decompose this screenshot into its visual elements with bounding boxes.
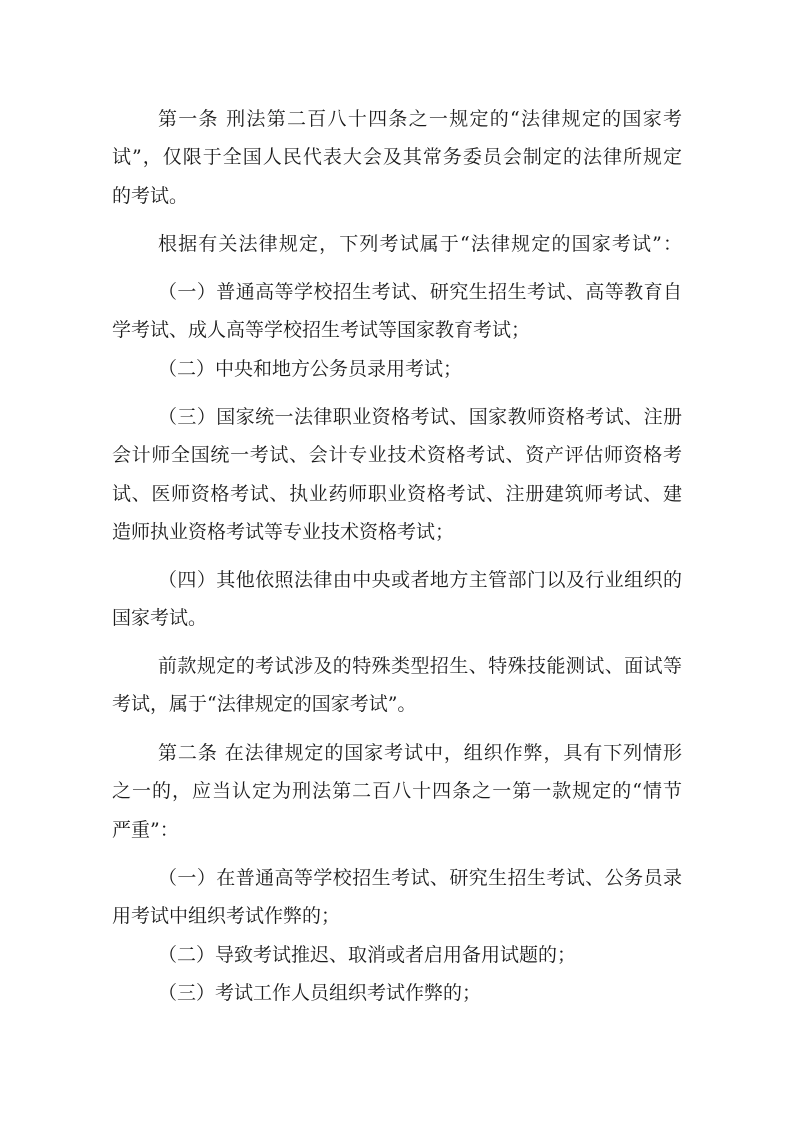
list-item-3-line-2: 会计师全国统一考试、会计专业技术资格考试、资产评估师资格考 — [112, 444, 682, 466]
article-2-item-1-line-1: （一）在普通高等学校招生考试、研究生招生考试、公务员录 — [158, 867, 682, 889]
article-1-line-2: 试”，仅限于全国人民代表大会及其常务委员会制定的法律所规定 — [112, 146, 682, 168]
paragraph-line: 根据有关法律规定，下列考试属于“法律规定的国家考试”： — [158, 233, 682, 255]
list-item-4-line-2: 国家考试。 — [112, 607, 208, 629]
list-item-2-line-1: （二）中央和地方公务员录用考试； — [158, 358, 463, 380]
paragraph-line: 考试，属于“法律规定的国家考试”。 — [112, 693, 417, 715]
article-2-item-2: （二）导致考试推迟、取消或者启用备用试题的； — [158, 944, 577, 966]
list-item-1-line-1: （一）普通高等学校招生考试、研究生招生考试、高等教育自 — [158, 281, 682, 303]
article-2-line-3: 严重”： — [112, 819, 179, 841]
article-2-item-1-line-2: 用考试中组织考试作弊的； — [112, 905, 341, 927]
list-item-3-line-3: 试、医师资格考试、执业药师职业资格考试、注册建筑师考试、建 — [112, 483, 682, 505]
article-2-line-1: 第二条 在法律规定的国家考试中，组织作弊，具有下列情形 — [158, 742, 682, 764]
article-1-line-3: 的考试。 — [112, 185, 189, 207]
article-2-line-2: 之一的，应当认定为刑法第二百八十四条之一第一款规定的“情节 — [112, 780, 682, 802]
list-item-1-line-2: 学考试、成人高等学校招生考试等国家教育考试； — [112, 319, 531, 341]
list-item-3-line-1: （三）国家统一法律职业资格考试、国家教师资格考试、注册 — [158, 406, 682, 428]
article-2-item-3: （三）考试工作人员组织考试作弊的； — [158, 982, 482, 1004]
list-item-4-line-1: （四）其他依照法律由中央或者地方主管部门以及行业组织的 — [158, 569, 682, 591]
article-1-line-1: 第一条 刑法第二百八十四条之一规定的“法律规定的国家考 — [158, 108, 682, 130]
paragraph-line: 前款规定的考试涉及的特殊类型招生、特殊技能测试、面试等 — [158, 655, 682, 677]
list-item-3-line-4: 造师执业资格考试等专业技术资格考试； — [112, 521, 455, 543]
